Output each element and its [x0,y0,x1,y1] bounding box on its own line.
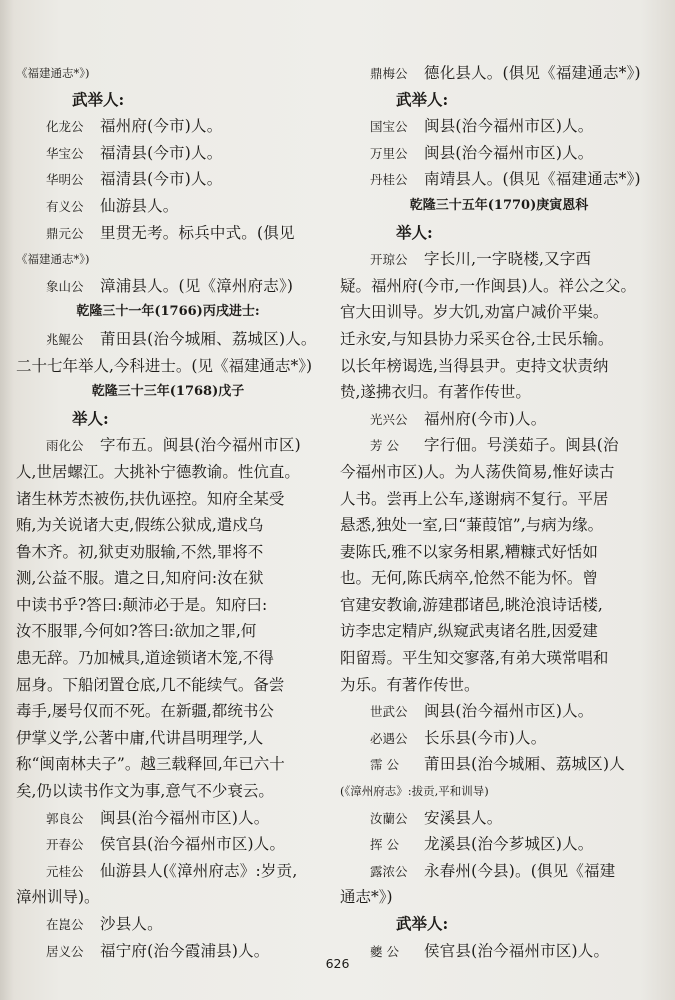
text-line: 官建安教谕,游建郡诸邑,眺沧浪诗话楼, [340,595,603,614]
entry-line [340,113,658,140]
person-name: 有义公 [46,198,84,214]
text-line: 贽,遂拂衣归。有著作传世。 [340,383,531,402]
text-line: 也。无何,陈氏病卒,怆然不能为怀。曾 [340,569,598,588]
year-heading: 乾隆三十三年(1768)戊子 [91,384,245,400]
person-name: 华宝公 [46,145,84,161]
entry-text: 漳浦县人。(见《漳州府志》) [100,276,294,295]
section-heading: 举人: [396,222,433,242]
entry-line [340,432,658,459]
text-line: 《福建通志*》) [16,252,90,267]
text-line: 鲁木齐。初,狱吏劝服输,不然,罪将不 [16,542,264,561]
text-line: 称“闽南林夫子”。越三载释回,年已六十 [16,755,285,774]
entry-line [340,858,658,885]
entry-text: 字行佃。号渼茹子。闽县(治 [424,436,619,455]
entry-line [16,166,320,193]
left-column [16,60,320,964]
entry-text: 永春州(今县)。(俱见《福建 [424,861,616,880]
section-heading: 武举人: [72,89,125,109]
text-line: 人书。尝再上公车,遂谢病不复行。平居 [340,489,609,508]
entry-line [340,698,658,725]
entry-line [340,406,658,433]
year-heading: 乾隆三十五年(1770)庚寅恩科 [409,197,589,213]
text-line: 悬悉,独处一室,曰“蒹葭馆”,与病为缘。 [340,516,604,535]
section-heading: 举人: [72,408,109,428]
entry-text: 里贯无考。标兵中式。(俱见 [100,223,295,242]
entry-text: 闽县(治今福州市区)人。 [100,808,270,827]
entry-line [16,432,320,459]
person-name: 万里公 [370,145,408,161]
person-name: 郭良公 [46,810,84,826]
text-line: 毒手,屡号仅而不死。在新疆,都统书公 [16,702,274,721]
text-line: 以长年榜谒选,当得县尹。吏持文状责纳 [340,356,609,375]
person-name: 光兴公 [370,411,408,427]
entry-line [340,140,658,167]
entry-text: 南靖县人。(俱见《福建通志*》) [424,170,641,189]
entry-text: 闽县(治今福州市区)人。 [424,702,594,721]
person-name: 芳 公 [370,438,399,454]
text-line: 汝不服罪,今何如?答曰:欲加之罪,何 [16,622,257,641]
person-name: 居义公 [46,943,84,959]
entry-text: 福州府(今市)人。 [424,409,547,428]
page-number: 626 [325,956,350,971]
entry-line [340,751,658,778]
entry-text: 安溪县人。 [424,808,503,827]
entry-text: 侯官县(治今福州市区)人。 [100,835,286,854]
entry-text: 字长川,一字晓楼,又字西 [424,250,592,269]
text-line: 今福州市区)人。为人荡佚简易,惟好读古 [340,462,615,481]
entry-line [16,220,320,247]
entry-text: 莆田县(治今城厢、荔城区)人。 [100,329,317,348]
text-line: 疑。福州府(今市,一作闽县)人。祥公之父。 [340,276,637,295]
text-line: 中读书乎?答曰:颠沛必于是。知府曰: [16,595,268,614]
entry-text: 字布五。闽县(治今福州市区) [100,436,301,455]
text-line: 患无辞。乃加械具,道途锁诸木笼,不得 [16,649,274,668]
person-name: 兆鲲公 [46,331,84,347]
person-name: 象山公 [46,278,84,294]
entry-line [340,831,658,858]
section-heading: 武举人: [396,89,449,109]
text-line: 屈身。下船闭置仓底,几不能续气。备尝 [16,675,285,694]
right-column [340,60,658,964]
person-name: 元桂公 [46,863,84,879]
entry-text: 沙县人。 [100,915,163,933]
person-name: 在崑公 [46,917,84,932]
entry-text: 仙游县人(《漳州府志》:岁贡, [100,861,298,880]
text-line: 为乐。有著作传世。 [340,675,480,694]
entry-line [16,805,320,832]
entry-line [16,193,320,220]
text-line: 通志*》) [340,888,393,907]
text-line: 迁永安,与知县协力采买仓谷,士民乐输。 [340,329,614,348]
entry-text: 福清县(今市)人。 [100,143,223,162]
entry-line [340,60,658,87]
person-name: 鼎梅公 [370,66,408,81]
person-name: 世武公 [370,704,408,720]
person-name: 华明公 [46,172,84,188]
entry-text: 侯官县(治今福州市区)人。 [424,941,610,960]
entry-text: 闽县(治今福州市区)人。 [424,117,594,136]
person-name: 丹桂公 [370,172,408,188]
text-line: 贿,为关说诸大吏,假练公狱成,遣戍乌 [16,516,264,535]
entry-text: 长乐县(今市)人。 [424,728,547,747]
entry-line [340,725,658,752]
person-name: 汝蘭公 [370,810,408,826]
entry-line [16,140,320,167]
text-line: 阳留焉。平生知交寥落,有弟大瑛常唱和 [340,649,609,668]
entry-line [16,113,320,140]
person-name: 露浓公 [370,863,408,879]
text-line: 妻陈氏,雅不以家务相累,糟糠式好恬如 [340,542,598,561]
entry-line [340,805,658,832]
text-line: 诸生林芳杰被伤,扶仇诬控。知府全某受 [16,489,285,508]
entry-line [16,273,320,300]
text-line: 人,世居螺江。大挑补宁德教谕。性伉直。 [16,462,300,481]
person-name: 开春公 [46,837,84,853]
text-line: 二十七年举人,今科进士。(见《福建通志*》) [16,356,313,375]
entry-text: 福宁府(治今霞浦县)人。 [100,941,270,960]
person-name: 必遇公 [370,730,408,746]
entry-text: 龙溪县(治今芗城区)人。 [424,835,594,854]
entry-text: 福清县(今市)人。 [100,170,223,189]
text-line: 伊掌义学,公著中庸,代讲昌明理学,人 [16,728,264,747]
entry-line [16,326,320,353]
entry-text: 德化县人。(俱见《福建通志*》) [424,64,641,82]
entry-line [16,911,320,938]
text-line: 测,公益不服。遣之日,知府问:汝在狱 [16,569,264,588]
entry-line [340,166,658,193]
section-heading: 武举人: [396,914,449,933]
text-line: 官大田训导。岁大饥,劝富户减价平粜。 [340,303,609,322]
entry-line [340,246,658,273]
text-line: 《福建通志*》) [16,66,90,80]
text-line: 矣,仍以读书作文为事,意气不少衰云。 [16,782,274,801]
person-name: 夔 公 [370,943,399,959]
entry-text: 仙游县人。 [100,196,179,215]
person-name: 开琼公 [370,252,408,268]
person-name: 化龙公 [46,119,84,135]
text-line: 漳州训导)。 [16,888,100,907]
person-name: 鼎元公 [46,225,84,241]
entry-text: 莆田县(治今城厢、荔城区)人 [424,755,625,774]
person-name: 雨化公 [46,438,84,454]
text-line: 访李忠定精庐,纵窥武夷诸名胜,因爱建 [340,622,598,641]
person-name: 国宝公 [370,119,408,135]
entry-text: 闽县(治今福州市区)人。 [424,143,594,162]
person-name: 挥 公 [370,837,399,853]
entry-line [16,831,320,858]
person-name: 霈 公 [370,757,399,773]
year-heading: 乾隆三十一年(1766)丙戌进士: [76,304,260,320]
entry-text: 福州府(今市)人。 [100,117,223,136]
text-line: (《漳州府志》:拔贡,平和训导) [340,784,489,799]
entry-line [16,858,320,885]
